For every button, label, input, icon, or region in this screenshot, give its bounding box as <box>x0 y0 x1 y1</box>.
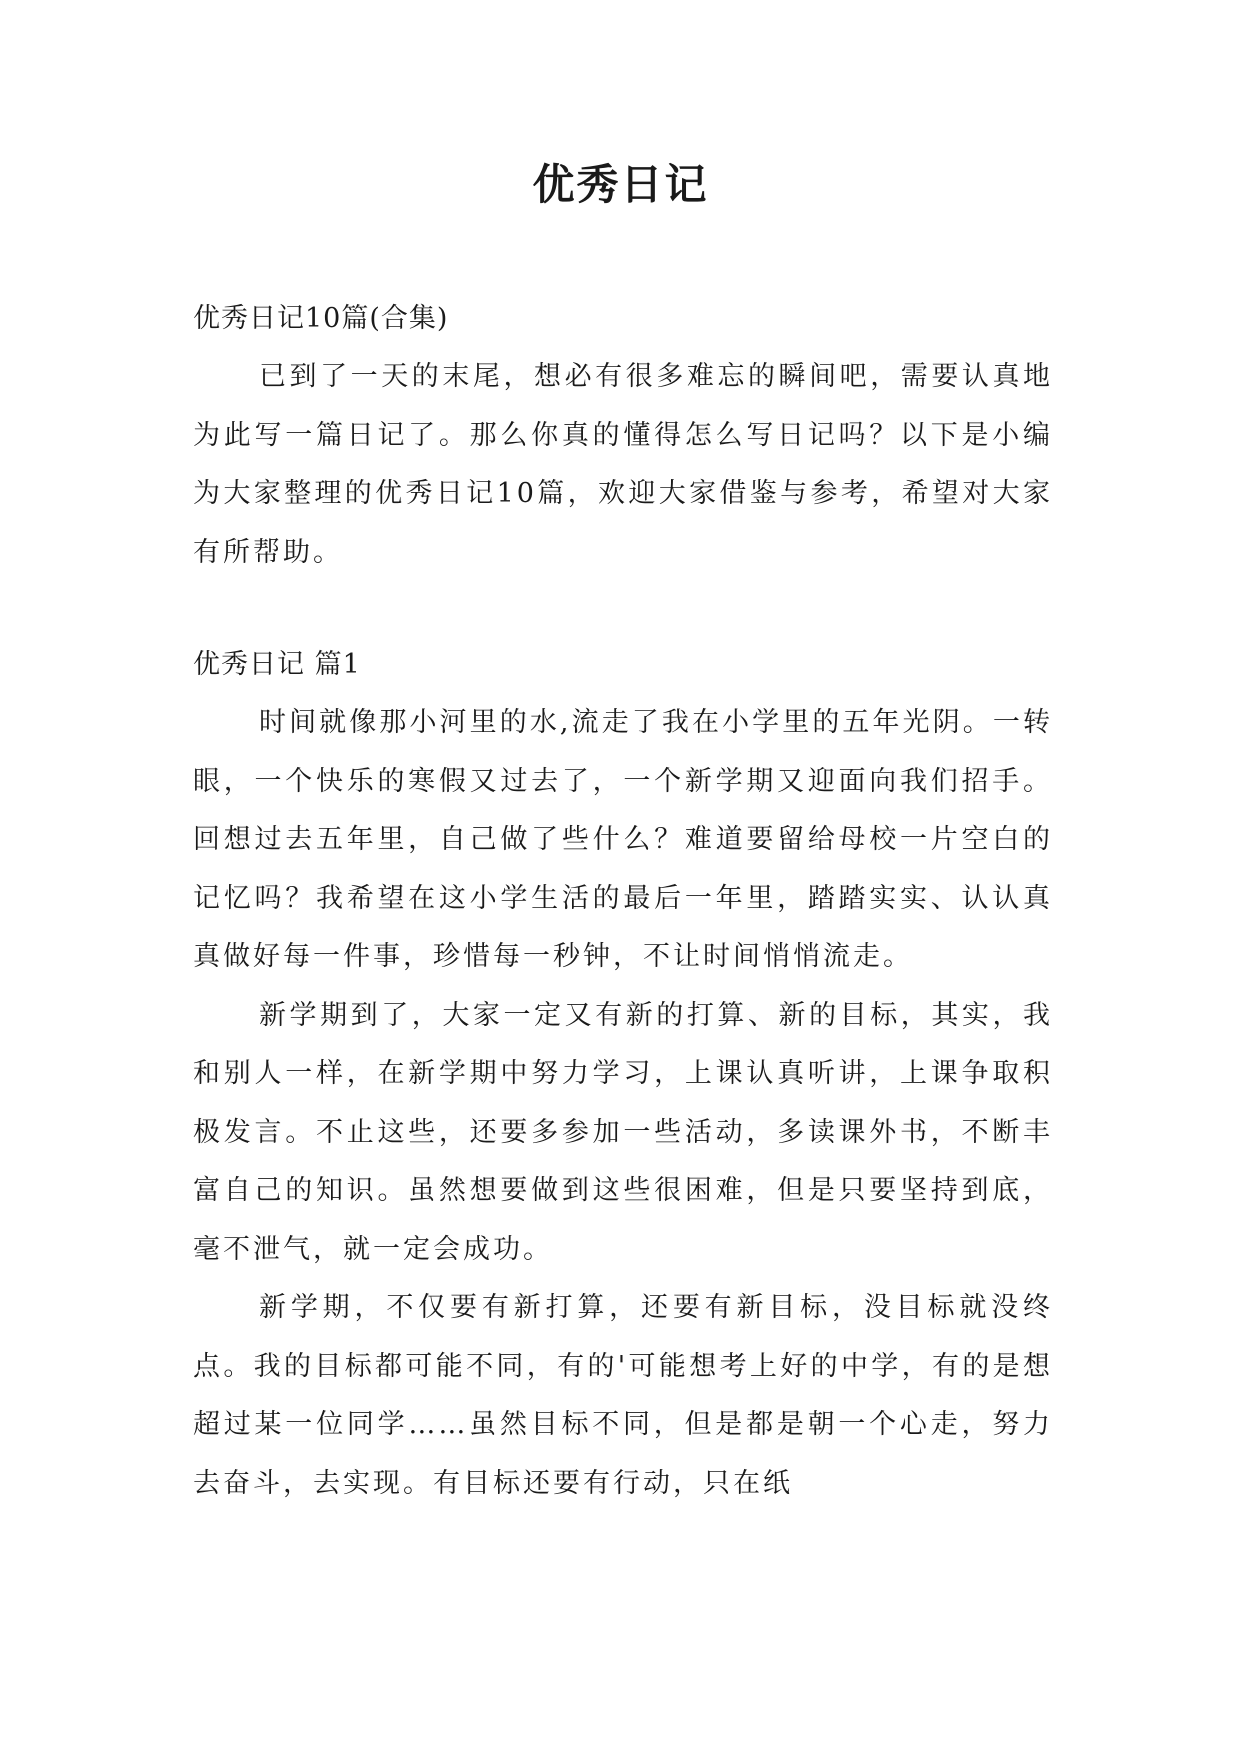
collection-heading: 优秀日记10篇(合集) <box>193 303 449 334</box>
page-title: 优秀日记 <box>532 160 709 209</box>
entry-heading: 优秀日记 篇1 <box>193 649 361 680</box>
entry-paragraph: 新学期，不仅要有新打算，还要有新目标，没目标就没终点。我的目标都可能不同，有的'可能想考上好的中学，有的是想超过某一位同学……虽然目标不同，但是都是朝一个心走，努力去奋斗，去实现。有目标还要有行动，只在纸 <box>193 1292 1053 1499</box>
document-body <box>193 290 1053 1513</box>
intro-paragraph: 已到了一天的末尾，想必有很多难忘的瞬间吧，需要认真地为此写一篇日记了。那么你真的懂得怎么写日记吗？以下是小编为大家整理的优秀日记10篇，欢迎大家借鉴与参考，希望对大家有所帮助。 <box>193 361 1053 568</box>
section-spacer <box>193 582 1053 636</box>
entry-paragraph: 新学期到了，大家一定又有新的打算、新的目标，其实，我和别人一样，在新学期中努力学习，上课认真听讲，上课争取积极发言。不止这些，还要多参加一些活动，多读课外书，不断丰富自己的知识。虽然想要做到这些很困难，但是只要坚持到底，毫不泄气，就一定会成功。 <box>193 999 1053 1265</box>
entry-paragraph: 时间就像那小河里的水,流走了我在小学里的五年光阴。一转眼，一个快乐的寒假又过去了，一个新学期又迎面向我们招手。回想过去五年里，自己做了些什么？难道要留给母校一片空白的记忆吗？我希望在这小学生活的最后一年里，踏踏实实、认认真真做好每一件事，珍惜每一秒钟，不让时间悄悄流走。 <box>193 707 1053 972</box>
